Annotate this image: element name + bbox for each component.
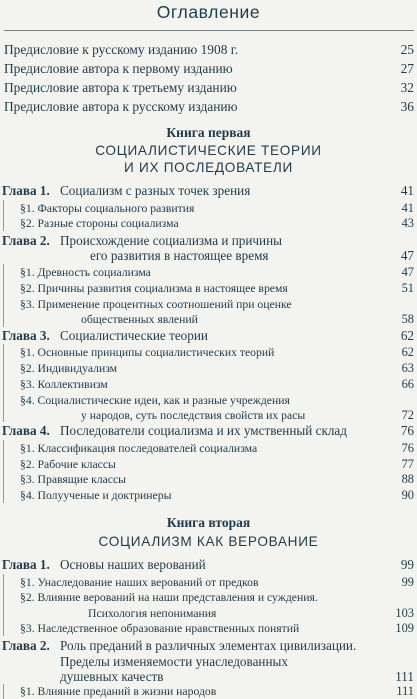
section-title: §2. Рабочие классы [20,458,116,471]
book-label: Книга первая [166,125,251,140]
section-title: §3. Коллективизм [20,378,108,391]
section-page: 66 [401,377,414,391]
book-label: Книга вторая [166,515,251,530]
entry-title: Предисловие автора к первому изданию [4,61,233,76]
section-page: 62 [401,345,414,359]
section-page: 51 [401,281,414,295]
chapter-page: 62 [400,328,414,343]
chapter-label: Глава 2. [2,233,50,248]
section-page: 41 [401,201,414,215]
entry-title: Предисловие к русскому изданию 1908 г. [4,42,239,57]
book-title: СОЦИАЛИЗМ КАК ВЕРОВАНИЕ [98,534,319,549]
section-title-continued: Психология непонимания [88,607,217,620]
section-page: 99 [401,575,414,589]
section-page: 76 [401,441,414,455]
chapter-title: Основы наших верований [60,557,206,572]
section-title: §4. Полуученые и доктринеры [20,489,172,502]
section-title: §4. Социалистические идеи, как и разные учреждения [20,394,290,407]
chapter-label: Глава 1. [2,183,50,198]
chapter-title: Роль преданий в различных элементах цивилизации. [60,638,357,653]
chapter-title-continued: душевных качеств [60,669,164,684]
entry-page: 32 [400,80,414,95]
chapter-title-continued: его развития в настоящее время [90,248,269,263]
section-bracket [3,440,4,503]
section-title: §1. Основные принципы социалистических теорий [20,346,275,359]
section-title: §1. Унаследование наших верований от предков [20,576,259,589]
section-bracket [3,684,4,699]
section-page: 109 [395,621,414,635]
section-title: §3. Правящие классы [20,473,127,486]
chapter-label: Глава 1. [2,557,50,572]
entry-title: Предисловие автора к русскому изданию [4,99,238,114]
chapter-title: Социалистические теории [60,328,208,343]
section-bracket [3,200,4,231]
section-page: 103 [395,606,414,620]
chapter-page: 76 [400,423,414,438]
section-page: 72 [401,408,414,422]
entry-page: 25 [400,42,414,57]
chapter-label: Глава 3. [2,328,50,343]
section-page: 90 [401,488,414,502]
section-page: 111 [396,684,414,698]
section-page: 63 [401,361,414,375]
entry-page: 36 [400,99,414,114]
section-title: §3. Наследственное образование нравственных понятий [20,622,300,635]
chapter-label: Глава 2. [2,638,50,653]
section-title: §2. Влияние верований на наши представления и суждения. [20,591,318,604]
section-page: 77 [401,457,414,471]
chapter-page: 41 [400,183,414,198]
section-title: §3. Применение процентных соотношений при оценке [20,298,292,311]
section-title: §2. Разные стороны социализма [20,217,179,230]
section-title: §1. Факторы социального развития [20,202,195,215]
section-title: §1. Влияние преданий в жизни народов [20,685,217,698]
section-bracket [3,344,4,422]
section-page: 43 [401,216,414,230]
section-title: §2. Причины развития социализма в настоящее время [20,282,288,295]
section-title: §2. Индивидуализм [20,362,118,375]
chapter-label: Глава 4. [2,423,50,438]
section-bracket [3,264,4,327]
entry-page: 27 [400,61,414,76]
book-title: СОЦИАЛИСТИЧЕСКИЕ ТЕОРИИ [95,143,322,158]
chapter-title: Социализм с разных точек зрения [60,183,251,198]
section-title-continued: у народов, суть последствия свойств их расы [81,409,306,422]
entry-title: Предисловие автора к третьему изданию [4,80,237,95]
section-title: §1. Древность социализма [20,266,151,279]
section-title: §1. Классификация последователей социализма [20,442,258,455]
title-divider [4,30,414,31]
page-title: Оглавление [156,2,261,22]
section-page: 58 [401,312,414,326]
chapter-page: 99 [400,557,414,572]
book-title: И ИХ ПОСЛЕДОВАТЕЛИ [124,160,293,175]
section-page: 88 [401,472,414,486]
section-title-continued: общественных явлений [81,313,198,326]
section-page: 47 [401,265,414,279]
section-bracket [3,574,4,636]
chapter-title: Последователи социализма и их умственный склад [60,423,347,438]
chapter-page: 47 [400,248,414,263]
chapter-page: 111 [395,669,414,684]
chapter-title-continued: Пределы изменяемости унаследованных [60,654,288,669]
chapter-title: Происхождение социализма и причины [60,233,283,248]
